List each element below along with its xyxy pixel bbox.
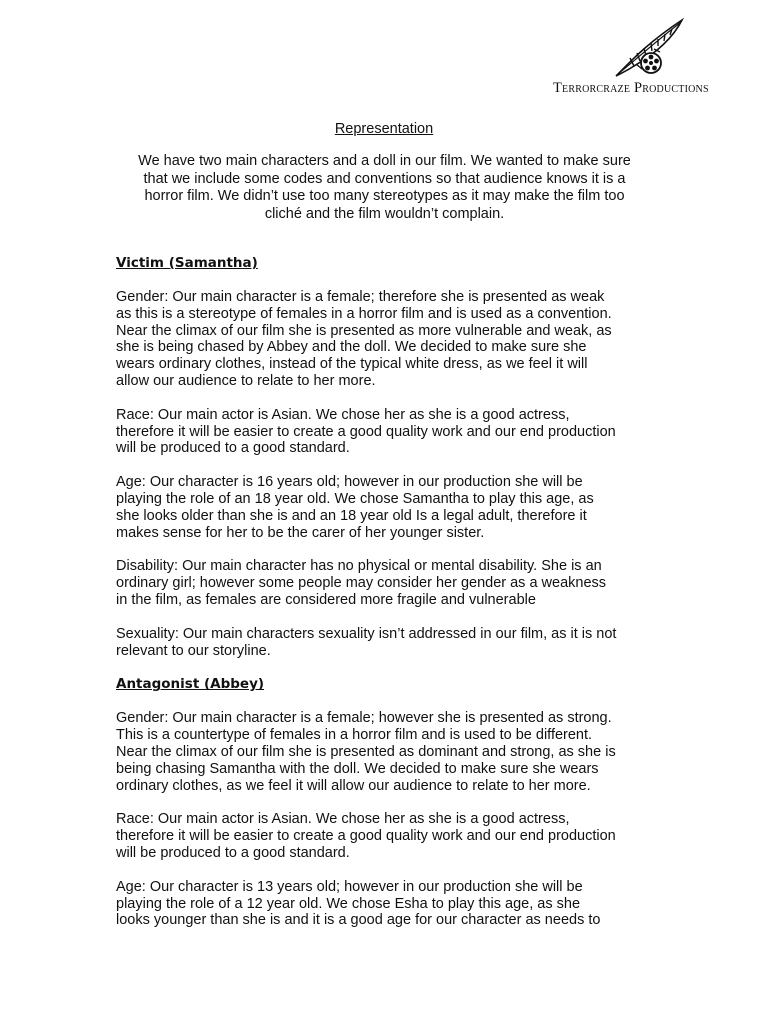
document-body — [116, 255, 676, 946]
section-heading: Victim (Samantha) — [116, 255, 258, 271]
intro-text: We have two main characters and a doll in our film. We wanted to make sure that we include some codes and conventions so that audience knows it is a horror film. We didn’t use too many stereotypes as it may make the film too cliché and the film wouldn’t complain. — [138, 153, 631, 222]
paragraph: Gender: Our main character is a female; however she is presented as strong. This is a countertype of females in a horror film and is used to be different. Near the climax of our film she is presented as dominant and strong, as she is being chasing Samantha with the doll. We decided to make sure she wears ordinary clothes, as we feel it will allow our audience to relate to her more. — [116, 710, 616, 794]
paragraph: Sexuality: Our main characters sexuality isn’t addressed in our film, as it is not relevant to our storyline. — [116, 625, 617, 659]
paragraph: Race: Our main actor is Asian. We chose her as she is a good actress, therefore it will be easier to create a good quality work and our end production will be produced to a good standard. — [116, 406, 616, 457]
company-name: Terrorcraze Productions — [553, 80, 709, 96]
document-title: Representation — [334, 121, 434, 137]
section-antagonist — [116, 676, 676, 929]
paragraph: Age: Our character is 13 years old; however in our production she will be playing the role of a 12 year old. We chose Esha to play this age, as she looks younger than she is and it is a good age for our character as needs to — [116, 878, 601, 929]
section-heading: Antagonist (Abbey) — [116, 676, 265, 693]
intro-paragraph — [112, 153, 657, 223]
section-victim — [116, 255, 676, 659]
paragraph: Age: Our character is 16 years old; however in our production she will be playing the role of an 18 year old. We chose Samantha to play this age, as she looks older than she is and an 18 year old Is a legal adult, therefore it makes sense for her to be the carer of her younger sister. — [116, 474, 594, 541]
feather-and-film-reel-icon — [610, 14, 690, 80]
paragraph: Race: Our main actor is Asian. We chose her as she is a good actress, therefore it will be easier to create a good quality work and our end production will be produced to a good standard. — [116, 811, 616, 861]
paragraph: Disability: Our main character has no physical or mental disability. She is an ordinary girl; however some people may consider her gender as a weakness in the film, as females are considered more fragile and vulnerable — [116, 558, 607, 608]
paragraph: Gender: Our main character is a female; therefore she is presented as weak as this is a stereotype of females in a horror film and is used as a convention. Near the climax of our film she is presented as more vulnerable and weak, as she is being chased by Abbey and the doll. We decided to make sure she wears ordinary clothes, instead of the typical white dress, as we feel it will allow our audience to relate to her more. — [116, 289, 612, 389]
company-logo — [540, 14, 755, 99]
